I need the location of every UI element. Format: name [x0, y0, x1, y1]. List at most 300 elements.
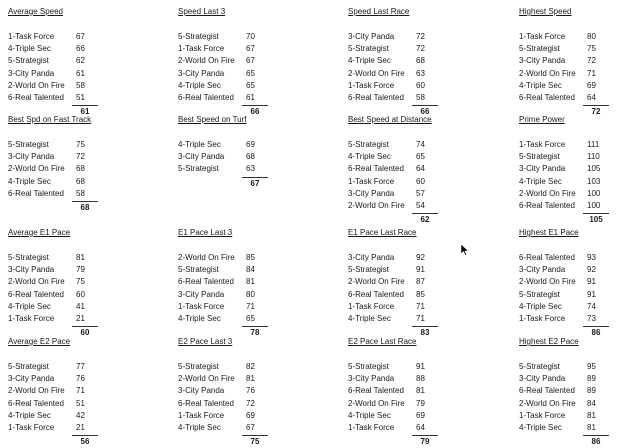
horse-row: [8, 422, 120, 434]
panel-total: 56: [72, 435, 98, 447]
horse-value: 91: [587, 289, 596, 299]
horse-row: [8, 398, 120, 410]
horse-name: 6-Real Talented: [519, 386, 575, 396]
horse-value: 110: [587, 152, 600, 162]
horse-value: 21: [76, 313, 85, 323]
horse-row: [8, 176, 120, 188]
horse-name: 6-Real Talented: [519, 253, 575, 262]
horse-row: [178, 92, 290, 104]
horse-value: 71: [587, 68, 596, 78]
horse-row: [178, 139, 290, 151]
horse-name: 5-Strategist: [8, 140, 49, 149]
horse-value: 62: [76, 56, 85, 66]
horse-name: 3-City Panda: [348, 374, 395, 384]
horse-row: [348, 398, 460, 410]
horse-name: 2-World On Fire: [519, 277, 576, 287]
horse-row: [178, 55, 290, 67]
horse-value: 92: [587, 265, 596, 275]
panel-total: 83: [412, 326, 438, 338]
horse-row: [348, 55, 460, 67]
horse-name: 6-Real Talented: [348, 164, 404, 174]
horse-value: 68: [76, 164, 85, 174]
horse-name: 6-Real Talented: [8, 92, 64, 102]
horse-name: 2-World On Fire: [348, 200, 405, 210]
horse-value: 65: [246, 68, 255, 78]
horse-value: 91: [416, 362, 425, 371]
horse-value: 71: [76, 386, 85, 396]
horse-value: 65: [416, 152, 425, 162]
horse-value: 80: [246, 289, 255, 299]
horse-row: [519, 80, 631, 92]
horse-row: [519, 200, 631, 212]
horse-name: 1-Task Force: [178, 410, 225, 420]
horse-row: [348, 31, 460, 43]
stat-panel: [348, 114, 460, 225]
horse-name: 5-Strategist: [519, 362, 560, 371]
horse-value: 81: [246, 277, 255, 287]
horse-row: [519, 139, 631, 151]
horse-name: 5-Strategist: [519, 44, 560, 54]
panel-rows: [8, 31, 120, 104]
horse-row: [519, 373, 631, 385]
horse-name: 6-Real Talented: [519, 92, 575, 102]
horse-name: 5-Strategist: [348, 265, 389, 275]
horse-value: 41: [76, 301, 85, 311]
panel-title: E1 Pace Last Race: [348, 228, 417, 237]
horse-value: 100: [587, 200, 601, 210]
horse-value: 57: [416, 188, 425, 198]
horse-name: 1-Task Force: [348, 176, 395, 186]
horse-row: [178, 361, 290, 373]
horse-name: 4-Triple Sec: [519, 176, 562, 186]
panel-rows: [8, 139, 120, 200]
horse-row: [348, 313, 460, 325]
horse-name: 3-City Panda: [519, 374, 566, 384]
horse-name: 4-Triple Sec: [348, 152, 391, 162]
horse-name: 4-Triple Sec: [519, 301, 562, 311]
panel-rows: [348, 139, 460, 212]
horse-value: 54: [416, 200, 425, 210]
horse-value: 58: [76, 80, 85, 90]
horse-value: 68: [416, 56, 425, 66]
horse-name: 1-Task Force: [348, 80, 395, 90]
horse-value: 51: [76, 92, 85, 102]
horse-row: [178, 80, 290, 92]
horse-name: 4-Triple Sec: [8, 44, 51, 54]
horse-name: 6-Real Talented: [8, 398, 64, 408]
panel-total: 72: [583, 105, 609, 117]
horse-name: 4-Triple Sec: [178, 80, 221, 90]
panel-title: Speed Last Race: [348, 7, 410, 16]
panel-title: E1 Pace Last 3: [178, 228, 233, 237]
horse-row: [348, 176, 460, 188]
stat-panel: [519, 6, 631, 117]
stat-panel: [348, 227, 460, 338]
horse-row: [519, 188, 631, 200]
horse-value: 89: [587, 374, 596, 384]
horse-row: [348, 163, 460, 175]
horse-row: [178, 301, 290, 313]
panel-rows: [348, 361, 460, 434]
stat-panel: [348, 336, 460, 447]
horse-value: 84: [246, 265, 255, 275]
horse-value: 82: [246, 362, 255, 371]
horse-row: [348, 385, 460, 397]
horse-row: [8, 252, 120, 264]
horse-value: 68: [246, 152, 255, 162]
panel-rows: [519, 31, 631, 104]
horse-row: [8, 276, 120, 288]
horse-row: [519, 31, 631, 43]
horse-name: 3-City Panda: [348, 253, 395, 262]
horse-row: [8, 163, 120, 175]
horse-value: 70: [246, 32, 255, 41]
horse-name: 1-Task Force: [8, 32, 55, 41]
panel-total: 66: [412, 105, 438, 117]
horse-row: [8, 313, 120, 325]
panel-title: Highest E2 Pace: [519, 337, 579, 346]
panel-title: Speed Last 3: [178, 7, 226, 16]
horse-value: 74: [587, 301, 596, 311]
horse-row: [519, 151, 631, 163]
horse-name: 1-Task Force: [8, 313, 55, 323]
horse-row: [348, 68, 460, 80]
horse-row: [178, 264, 290, 276]
horse-name: 2-World On Fire: [178, 253, 235, 262]
horse-value: 60: [76, 289, 85, 299]
horse-row: [8, 385, 120, 397]
panel-total: 67: [242, 177, 268, 189]
horse-name: 2-World On Fire: [178, 56, 235, 66]
horse-value: 72: [76, 152, 85, 162]
panel-total: 66: [242, 105, 268, 117]
horse-name: 6-Real Talented: [348, 289, 404, 299]
horse-value: 91: [416, 265, 425, 275]
stat-panel: [8, 6, 120, 117]
horse-name: 1-Task Force: [519, 313, 566, 323]
panel-total: 86: [583, 326, 609, 338]
horse-value: 68: [76, 176, 85, 186]
stat-panel: [8, 114, 120, 213]
horse-value: 64: [587, 92, 596, 102]
horse-value: 81: [76, 253, 85, 262]
panel-total: 68: [72, 201, 98, 213]
horse-name: 3-City Panda: [178, 386, 225, 396]
horse-value: 89: [587, 386, 596, 396]
horse-value: 75: [587, 44, 596, 54]
panel-rows: [178, 252, 290, 325]
horse-value: 64: [416, 164, 425, 174]
horse-row: [8, 188, 120, 200]
horse-value: 81: [246, 374, 255, 384]
horse-row: [348, 188, 460, 200]
horse-row: [178, 410, 290, 422]
horse-name: 4-Triple Sec: [348, 410, 391, 420]
horse-name: 2-World On Fire: [348, 68, 405, 78]
horse-value: 67: [246, 56, 255, 66]
horse-name: 4-Triple Sec: [8, 176, 51, 186]
horse-row: [519, 313, 631, 325]
horse-row: [519, 361, 631, 373]
panel-total: 79: [412, 435, 438, 447]
horse-value: 84: [587, 398, 596, 408]
horse-value: 72: [416, 44, 425, 54]
horse-row: [8, 264, 120, 276]
horse-name: 2-World On Fire: [8, 164, 65, 174]
horse-name: 2-World On Fire: [178, 374, 235, 384]
horse-value: 60: [416, 80, 425, 90]
horse-value: 80: [587, 32, 596, 41]
horse-value: 74: [416, 140, 425, 149]
horse-row: [519, 276, 631, 288]
horse-value: 61: [246, 92, 255, 102]
stat-panel: [348, 6, 460, 117]
panel-title: Prime Power: [519, 115, 565, 124]
horse-value: 75: [76, 140, 85, 149]
panel-total: 61: [72, 105, 98, 117]
horse-name: 2-World On Fire: [348, 277, 405, 287]
horse-value: 87: [416, 277, 425, 287]
horse-value: 85: [246, 253, 255, 262]
horse-value: 103: [587, 176, 601, 186]
horse-row: [519, 301, 631, 313]
horse-row: [519, 163, 631, 175]
panel-rows: [348, 31, 460, 104]
horse-name: 4-Triple Sec: [8, 301, 51, 311]
horse-value: 71: [416, 301, 425, 311]
horse-value: 77: [76, 362, 85, 371]
horse-row: [348, 361, 460, 373]
horse-name: 2-World On Fire: [8, 386, 65, 396]
horse-name: 3-City Panda: [348, 188, 395, 198]
horse-value: 81: [416, 386, 425, 396]
horse-value: 79: [416, 398, 425, 408]
horse-value: 111: [587, 140, 600, 149]
panel-rows: [178, 361, 290, 434]
horse-row: [348, 289, 460, 301]
horse-row: [178, 163, 290, 175]
horse-value: 79: [76, 265, 85, 275]
horse-name: 3-City Panda: [8, 152, 55, 162]
panel-rows: [519, 252, 631, 325]
horse-row: [519, 410, 631, 422]
horse-value: 69: [587, 80, 596, 90]
horse-row: [348, 422, 460, 434]
horse-value: 67: [76, 32, 85, 41]
horse-value: 60: [416, 176, 425, 186]
stat-panel: [8, 336, 120, 447]
horse-row: [178, 422, 290, 434]
horse-value: 92: [416, 253, 425, 262]
horse-name: 3-City Panda: [519, 164, 566, 174]
horse-name: 3-City Panda: [178, 152, 225, 162]
panel-title: Highest Speed: [519, 7, 572, 16]
horse-name: 3-City Panda: [178, 68, 225, 78]
horse-row: [178, 398, 290, 410]
panel-title: Best Speed on Turf: [178, 115, 247, 124]
panel-rows: [348, 252, 460, 325]
horse-name: 5-Strategist: [8, 362, 49, 371]
horse-row: [348, 80, 460, 92]
horse-name: 5-Strategist: [178, 164, 219, 174]
horse-row: [348, 151, 460, 163]
horse-value: 71: [416, 313, 425, 323]
horse-row: [519, 385, 631, 397]
horse-name: 3-City Panda: [178, 289, 225, 299]
horse-row: [519, 68, 631, 80]
panel-rows: [8, 361, 120, 434]
horse-value: 51: [76, 398, 85, 408]
horse-value: 69: [246, 140, 255, 149]
horse-name: 1-Task Force: [8, 422, 55, 432]
horse-name: 5-Strategist: [348, 362, 389, 371]
horse-value: 72: [587, 56, 596, 66]
horse-name: 2-World On Fire: [8, 80, 65, 90]
horse-name: 5-Strategist: [178, 32, 219, 41]
horse-row: [348, 373, 460, 385]
horse-value: 76: [246, 386, 255, 396]
stat-panel: [519, 114, 631, 225]
horse-row: [178, 385, 290, 397]
horse-value: 21: [76, 422, 85, 432]
horse-name: 4-Triple Sec: [348, 56, 391, 66]
horse-name: 4-Triple Sec: [519, 80, 562, 90]
horse-value: 69: [246, 410, 255, 420]
panel-rows: [519, 139, 631, 212]
horse-value: 61: [76, 68, 85, 78]
horse-name: 1-Task Force: [519, 410, 566, 420]
stat-panel: [178, 227, 290, 338]
horse-row: [348, 264, 460, 276]
horse-name: 6-Real Talented: [8, 188, 64, 198]
horse-name: 1-Task Force: [348, 422, 395, 432]
horse-value: 81: [587, 422, 596, 432]
horse-row: [519, 264, 631, 276]
horse-value: 72: [246, 398, 255, 408]
panel-rows: [8, 252, 120, 325]
horse-name: 5-Strategist: [8, 253, 49, 262]
horse-value: 91: [587, 277, 596, 287]
panel-title: E2 Pace Last 3: [178, 337, 233, 346]
panel-rows: [178, 139, 290, 176]
horse-name: 2-World On Fire: [519, 188, 576, 198]
horse-row: [519, 43, 631, 55]
horse-value: 67: [246, 422, 255, 432]
horse-row: [8, 92, 120, 104]
horse-value: 72: [416, 32, 425, 41]
horse-row: [348, 92, 460, 104]
horse-name: 4-Triple Sec: [178, 313, 221, 323]
stat-panel: [178, 114, 290, 189]
horse-name: 4-Triple Sec: [8, 410, 51, 420]
horse-name: 5-Strategist: [348, 140, 389, 149]
horse-name: 3-City Panda: [8, 265, 55, 275]
horse-name: 6-Real Talented: [8, 289, 64, 299]
horse-name: 1-Task Force: [178, 44, 225, 54]
horse-value: 58: [76, 188, 85, 198]
horse-value: 95: [587, 362, 596, 371]
horse-row: [178, 151, 290, 163]
horse-value: 63: [416, 68, 425, 78]
horse-name: 5-Strategist: [178, 265, 219, 275]
horse-value: 75: [76, 277, 85, 287]
horse-name: 2-World On Fire: [348, 398, 405, 408]
horse-value: 65: [246, 313, 255, 323]
horse-value: 105: [587, 164, 601, 174]
horse-value: 93: [587, 253, 596, 262]
horse-row: [178, 68, 290, 80]
panel-total: 86: [583, 435, 609, 447]
panel-title: Best Spd on Fast Track: [8, 115, 92, 124]
horse-name: 3-City Panda: [519, 56, 566, 66]
horse-value: 73: [587, 313, 596, 323]
horse-row: [348, 410, 460, 422]
horse-row: [8, 80, 120, 92]
horse-row: [519, 252, 631, 264]
panel-title: E2 Pace Last Race: [348, 337, 417, 346]
horse-row: [348, 276, 460, 288]
horse-row: [519, 422, 631, 434]
horse-name: 4-Triple Sec: [348, 313, 391, 323]
horse-row: [348, 139, 460, 151]
horse-value: 76: [76, 374, 85, 384]
horse-name: 6-Real Talented: [178, 92, 234, 102]
horse-value: 69: [416, 410, 425, 420]
horse-row: [519, 398, 631, 410]
horse-name: 6-Real Talented: [348, 92, 404, 102]
horse-name: 3-City Panda: [519, 265, 566, 275]
horse-row: [178, 43, 290, 55]
horse-name: 2-World On Fire: [8, 277, 65, 287]
horse-name: 2-World On Fire: [519, 398, 576, 408]
horse-name: 5-Strategist: [8, 56, 49, 66]
horse-row: [348, 200, 460, 212]
horse-value: 66: [76, 44, 85, 54]
horse-name: 5-Strategist: [519, 289, 560, 299]
horse-row: [348, 43, 460, 55]
horse-row: [8, 289, 120, 301]
horse-value: 88: [416, 374, 425, 384]
panel-total: 62: [412, 213, 438, 225]
horse-row: [8, 55, 120, 67]
panel-rows: [519, 361, 631, 434]
horse-name: 6-Real Talented: [178, 398, 234, 408]
horse-name: 4-Triple Sec: [178, 140, 221, 149]
horse-name: 1-Task Force: [519, 140, 566, 149]
panel-title: Average E1 Pace: [8, 228, 71, 237]
horse-name: 5-Strategist: [519, 152, 560, 162]
panel-title: Average Speed: [8, 7, 64, 16]
horse-row: [178, 31, 290, 43]
panel-title: Average E2 Pace: [8, 337, 71, 346]
panel-title: Best Speed at Distance: [348, 115, 432, 124]
horse-row: [178, 313, 290, 325]
horse-value: 71: [246, 301, 255, 311]
horse-row: [8, 373, 120, 385]
horse-row: [8, 68, 120, 80]
horse-name: 1-Task Force: [519, 32, 566, 41]
horse-row: [178, 252, 290, 264]
stat-panel: [178, 336, 290, 447]
panel-rows: [178, 31, 290, 104]
horse-name: 6-Real Talented: [178, 277, 234, 287]
horse-value: 65: [246, 80, 255, 90]
horse-value: 63: [246, 164, 255, 174]
horse-value: 100: [587, 188, 601, 198]
horse-row: [8, 151, 120, 163]
panel-total: 78: [242, 326, 268, 338]
horse-row: [519, 289, 631, 301]
